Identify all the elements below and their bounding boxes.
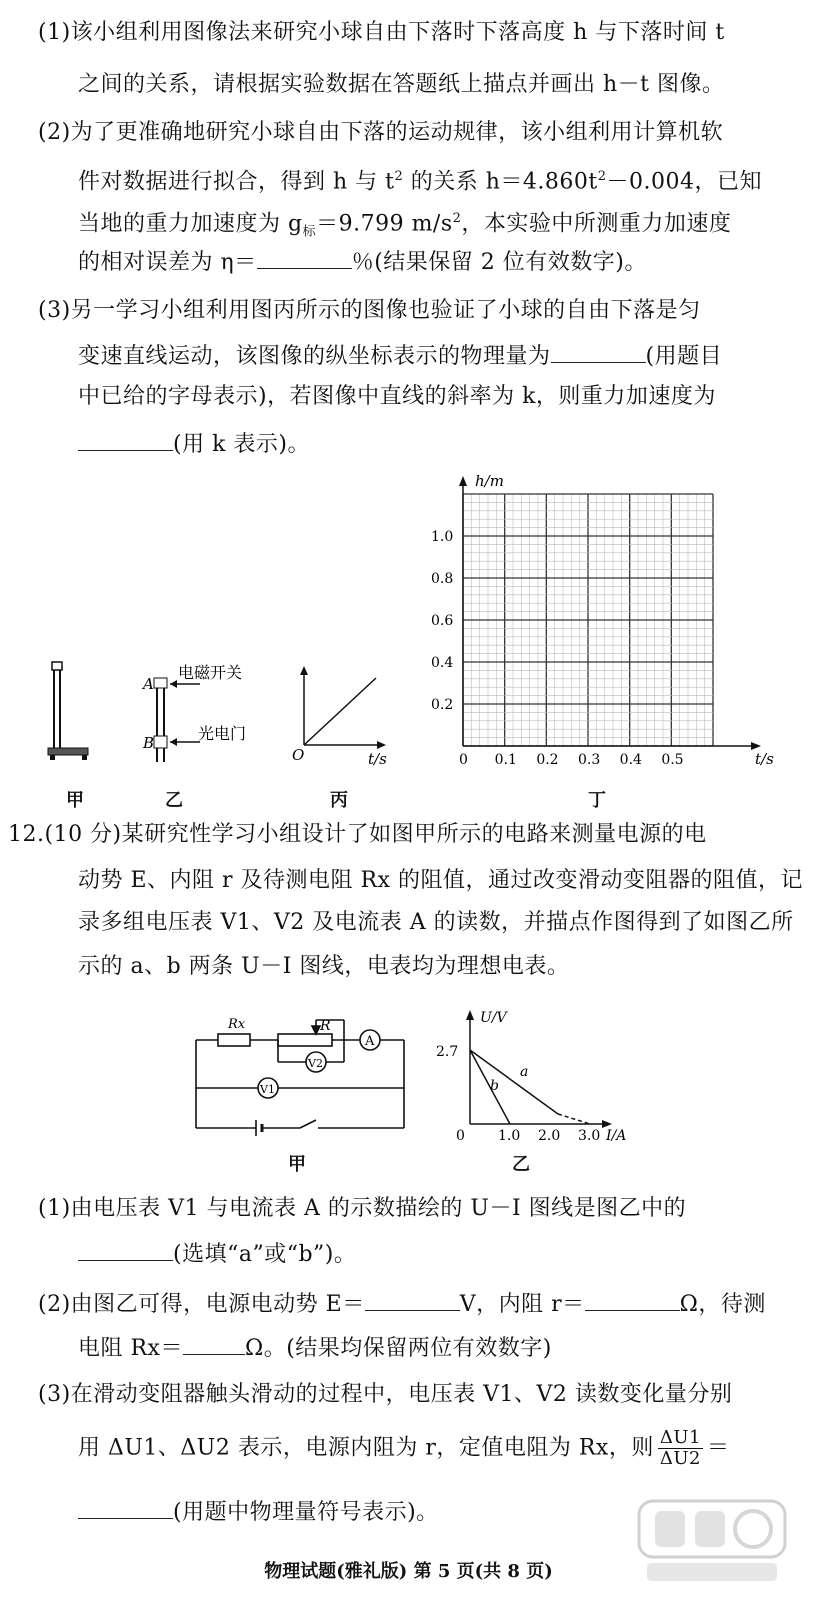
fig-label-jia: 甲 — [66, 790, 84, 811]
label-b: B — [143, 734, 155, 752]
circuit-label: 甲 — [288, 1154, 306, 1175]
label-line-a: a — [520, 1064, 529, 1080]
graph-origin: 0 — [456, 1128, 465, 1144]
delta-u-fraction: $\frac{\Delta U1}{\Delta U2}$ — [659, 1427, 701, 1469]
q11-part2-line3: 当地的重力加速度为 $g_标=9.799$ $m/s^2$，本实验中所测重力加速度 — [78, 211, 732, 240]
q12-line2: 动势 E、内阻 r 及待测电阻 Rx 的阻值，通过改变滑动变阻器的阻值，记 — [78, 868, 804, 893]
graph-xlabel: I/A — [606, 1128, 627, 1144]
q12-sub1-line1: (1)由电压表 V1 与电流表 A 的示数描绘的 U－I 图线是图乙中的 — [38, 1196, 687, 1221]
q11-part1-line1: (1)该小组利用图像法来研究小球自由下落时下落高度 h 与下落时间 t — [38, 20, 725, 45]
ding-xtick-label: 0.1 — [494, 752, 517, 768]
apparatus-figures — [30, 640, 410, 800]
tube-apparatus — [154, 678, 200, 762]
ding-ytick-label: 0.4 — [431, 655, 454, 671]
graph-ding — [425, 468, 785, 778]
graph-bing — [300, 666, 386, 749]
q11-part3-line2: 变速直线运动，该图像的纵坐标表示的物理量为 (用题目 — [78, 340, 722, 372]
q11-part1-line2: 之间的关系，请根据实验数据在答题纸上描点并画出 h－t 图像。 — [78, 72, 725, 97]
circuit-rx: Rx — [228, 1017, 246, 1032]
graph-xtick-3: 3.0 — [578, 1128, 601, 1144]
answer-blank[interactable] — [183, 1332, 245, 1355]
label-a: A — [143, 675, 154, 693]
ding-ytick-label: 0.6 — [431, 613, 454, 629]
ding-grid — [463, 494, 713, 746]
q12-sub2-line2: 电阻 Rx＝ Ω。(结果均保留两位有效数字) — [78, 1332, 552, 1364]
q11-part2-line1: (2)为了更准确地研究小球自由下落的运动规律，该小组利用计算机软 — [38, 120, 724, 145]
graph-xtick-1: 1.0 — [498, 1128, 521, 1144]
fig-label-ding: 丁 — [588, 790, 606, 811]
answer-blank[interactable] — [78, 1496, 173, 1519]
circuit-v2: V2 — [308, 1057, 323, 1070]
ding-xtick-label: 0.4 — [619, 752, 642, 768]
page-footer: 物理试题(雅礼版) 第 5 页(共 8 页) — [264, 1561, 553, 1582]
em-switch-label: 电磁开关 — [178, 663, 243, 682]
graph-ytick: 2.7 — [436, 1044, 459, 1060]
line-a — [470, 1050, 558, 1114]
ding-xtick-label: 0.5 — [661, 752, 684, 768]
q11-part2-line2: 件对数据进行拟合，得到 h 与 $t^2$ 的关系 $h=4.860t^2-0.004$，已知 — [78, 169, 763, 195]
q11-part3-line4: (用 k 表示)。 — [78, 428, 310, 460]
answer-blank[interactable] — [551, 340, 646, 363]
q12-sub3-line1: (3)在滑动变阻器触头滑动的过程中，电压表 V1、V2 读数变化量分别 — [38, 1382, 733, 1407]
answer-blank[interactable] — [78, 1238, 173, 1261]
circuit-r: R — [320, 1018, 331, 1034]
ding-yticks — [431, 529, 453, 713]
q11-part3-line1: (3)另一学习小组利用图丙所示的图像也验证了小球的自由下落是匀 — [38, 298, 701, 323]
q12-sub3-line3: (用题中物理量符号表示)。 — [78, 1496, 439, 1528]
ui-graph — [430, 1002, 640, 1152]
q12-sub1-line2: (选填“a”或“b”)。 — [78, 1238, 356, 1270]
answer-blank[interactable] — [78, 428, 173, 451]
ding-xtick-label: 0.2 — [536, 752, 559, 768]
graph-label: 乙 — [512, 1154, 530, 1175]
ding-xtick-label: 0.3 — [578, 752, 601, 768]
ding-ytick-label: 1.0 — [431, 529, 454, 545]
q11-part3-line3: 中已给的字母表示)，若图像中直线的斜率为 k，则重力加速度为 — [78, 384, 716, 409]
answer-blank[interactable] — [585, 1288, 680, 1311]
stand-apparatus — [48, 662, 88, 760]
label-line-b: b — [490, 1078, 499, 1094]
ding-xtick-label: 0 — [459, 752, 468, 768]
q11-part2-line4: 的相对误差为 η＝ ％(结果保留 2 位有效数字)。 — [78, 246, 647, 278]
answer-blank[interactable] — [365, 1288, 460, 1311]
photogate-label: 光电门 — [198, 724, 247, 743]
fig-label-bing: 丙 — [330, 790, 348, 811]
graph-ylabel: U/V — [480, 1010, 507, 1026]
q12-sub3-line2: 用 ΔU1、ΔU2 表示，电源内阻为 r，定值电阻为 Rx，则 $\frac{\Delta U1}{\Delta U2}$ ＝ — [78, 1427, 730, 1469]
circuit-diagram — [188, 1006, 418, 1146]
q12-line3: 录多组电压表 V1、V2 及电流表 A 的读数，并描点作图得到了如图乙所 — [78, 910, 794, 935]
bing-origin: O — [292, 746, 305, 764]
bing-xlabel: t/s — [368, 750, 387, 768]
fig-label-yi: 乙 — [165, 790, 183, 811]
ding-xlabel: t/s — [755, 750, 774, 768]
answer-blank[interactable] — [257, 246, 352, 269]
q12-sub2-line1: (2)由图乙可得，电源电动势 E＝ V，内阻 r＝ Ω，待测 — [38, 1288, 766, 1320]
circuit-ammeter: A — [365, 1034, 375, 1049]
ding-xticks — [459, 752, 684, 768]
ding-ylabel: h/m — [475, 472, 504, 490]
circuit-v1: V1 — [260, 1083, 275, 1096]
ding-ytick-label: 0.8 — [431, 571, 454, 587]
q12-line4: 示的 a、b 两条 U－I 图线，电表均为理想电表。 — [78, 954, 570, 979]
ding-ytick-label: 0.2 — [431, 697, 454, 713]
graph-xtick-2: 2.0 — [538, 1128, 561, 1144]
q12-line1: 12.(10 分)某研究性学习小组设计了如图甲所示的电路来测量电源的电 — [8, 822, 707, 847]
